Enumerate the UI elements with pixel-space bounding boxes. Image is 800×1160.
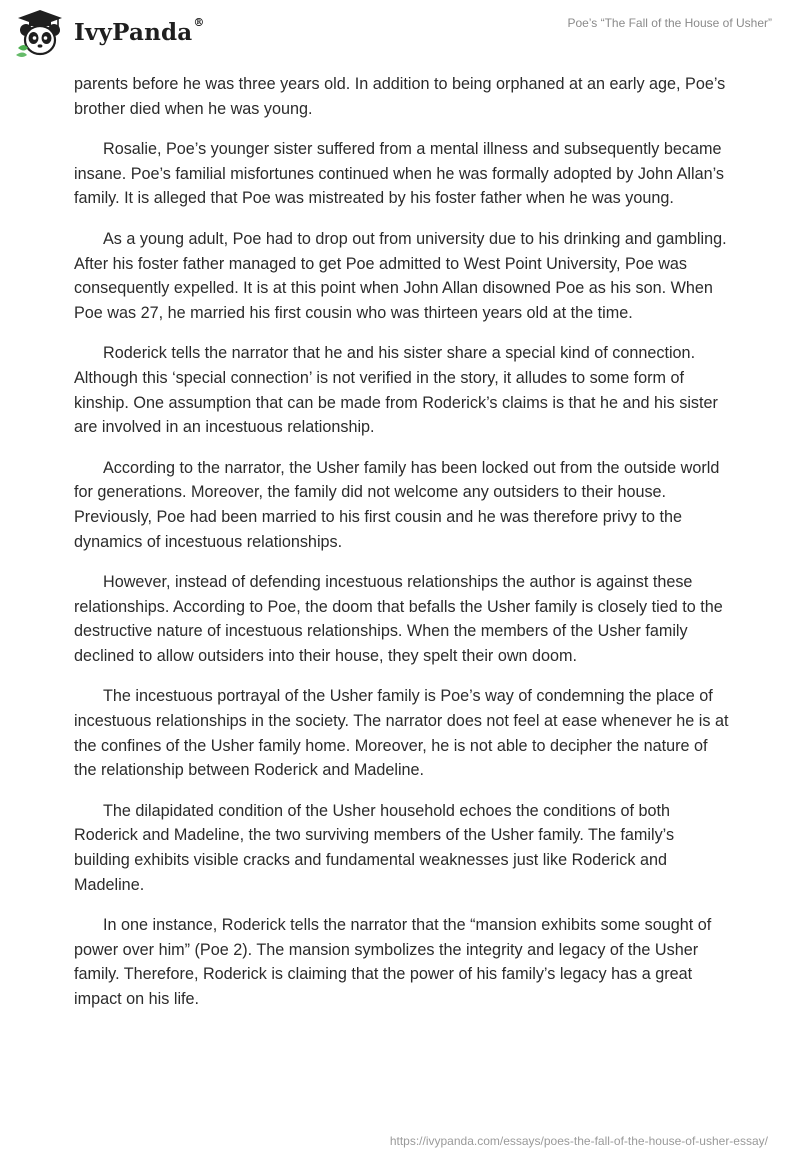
paragraph: parents before he was three years old. In addition to being orphaned at an early age, Poe’s brother died when he was young. [74, 75, 726, 118]
paragraph: The dilapidated condition of the Usher household echoes the conditions of both Roderick and Madeline, the two surviving members of the Usher family. The family’s building exhibits visible cracks and fundamental weaknesses just like Roderick and Madeline. [74, 801, 675, 894]
paragraph: According to the narrator, the Usher family has been locked out from the outside world for generations. Moreover, the family did not welcome any outsiders to their house. Previously, Poe had been married to his first cousin and he was therefore privy to the dynamics of incestuous relationships. [74, 458, 720, 551]
running-title: Poe’s “The Fall of the House of Usher” [567, 16, 772, 30]
source-url-link[interactable]: https://ivypanda.com/essays/poes-the-fall-of-the-house-of-usher-essay/ [389, 1134, 768, 1148]
paragraph: However, instead of defending incestuous relationships the author is against these relationships. According to Poe, the doom that befalls the Usher family is closely tied to the destructive nature of incestuous relationships. When the members of the Usher family declined to allow outsiders into their house, they spelt their own doom. [74, 573, 723, 665]
essay-body [74, 72, 734, 1028]
panda-graduate-icon [14, 8, 66, 58]
paragraph: Roderick tells the narrator that he and his sister share a special kind of connection. Although this ‘special connection’ is not verified in the story, it alludes to some form of kinship. One assumption that can be made from Roderick’s claims is that he and his sister are involved in an incestuous relationship. [74, 344, 718, 437]
paragraph: In one instance, Roderick tells the narrator that the “mansion exhibits some sought of power over him” (Poe 2). The mansion symbolizes the integrity and legacy of the Usher family. Therefore, Roderick is claiming that the power of his family’s legacy has a great impact on his life. [74, 916, 712, 1008]
page-header [0, 0, 800, 70]
ivypanda-logo[interactable] [14, 8, 205, 58]
logo-text: IvyPanda® [74, 15, 205, 46]
paragraph: As a young adult, Poe had to drop out from university due to his drinking and gambling. After his foster father managed to get Poe admitted to West Point University, Poe was consequently expelled. It is at this point when John Allan disowned Poe as his son. When Poe was 27, he married his first cousin who was thirteen years old at the time. [74, 229, 727, 322]
paragraph: Rosalie, Poe’s younger sister suffered from a mental illness and subsequently became insane. Poe’s familial misfortunes continued when he was formally adopted by John Allan’s family. It is alleged that Poe was mistreated by his foster father when he was young. [74, 140, 724, 208]
paragraph: The incestuous portrayal of the Usher family is Poe’s way of condemning the place of incestuous relationships in the society. The narrator does not feel at ease whenever he is at the confines of the Usher family home. Moreover, he is not able to decipher the nature of the relationship between Roderick and Madeline. [74, 687, 729, 780]
